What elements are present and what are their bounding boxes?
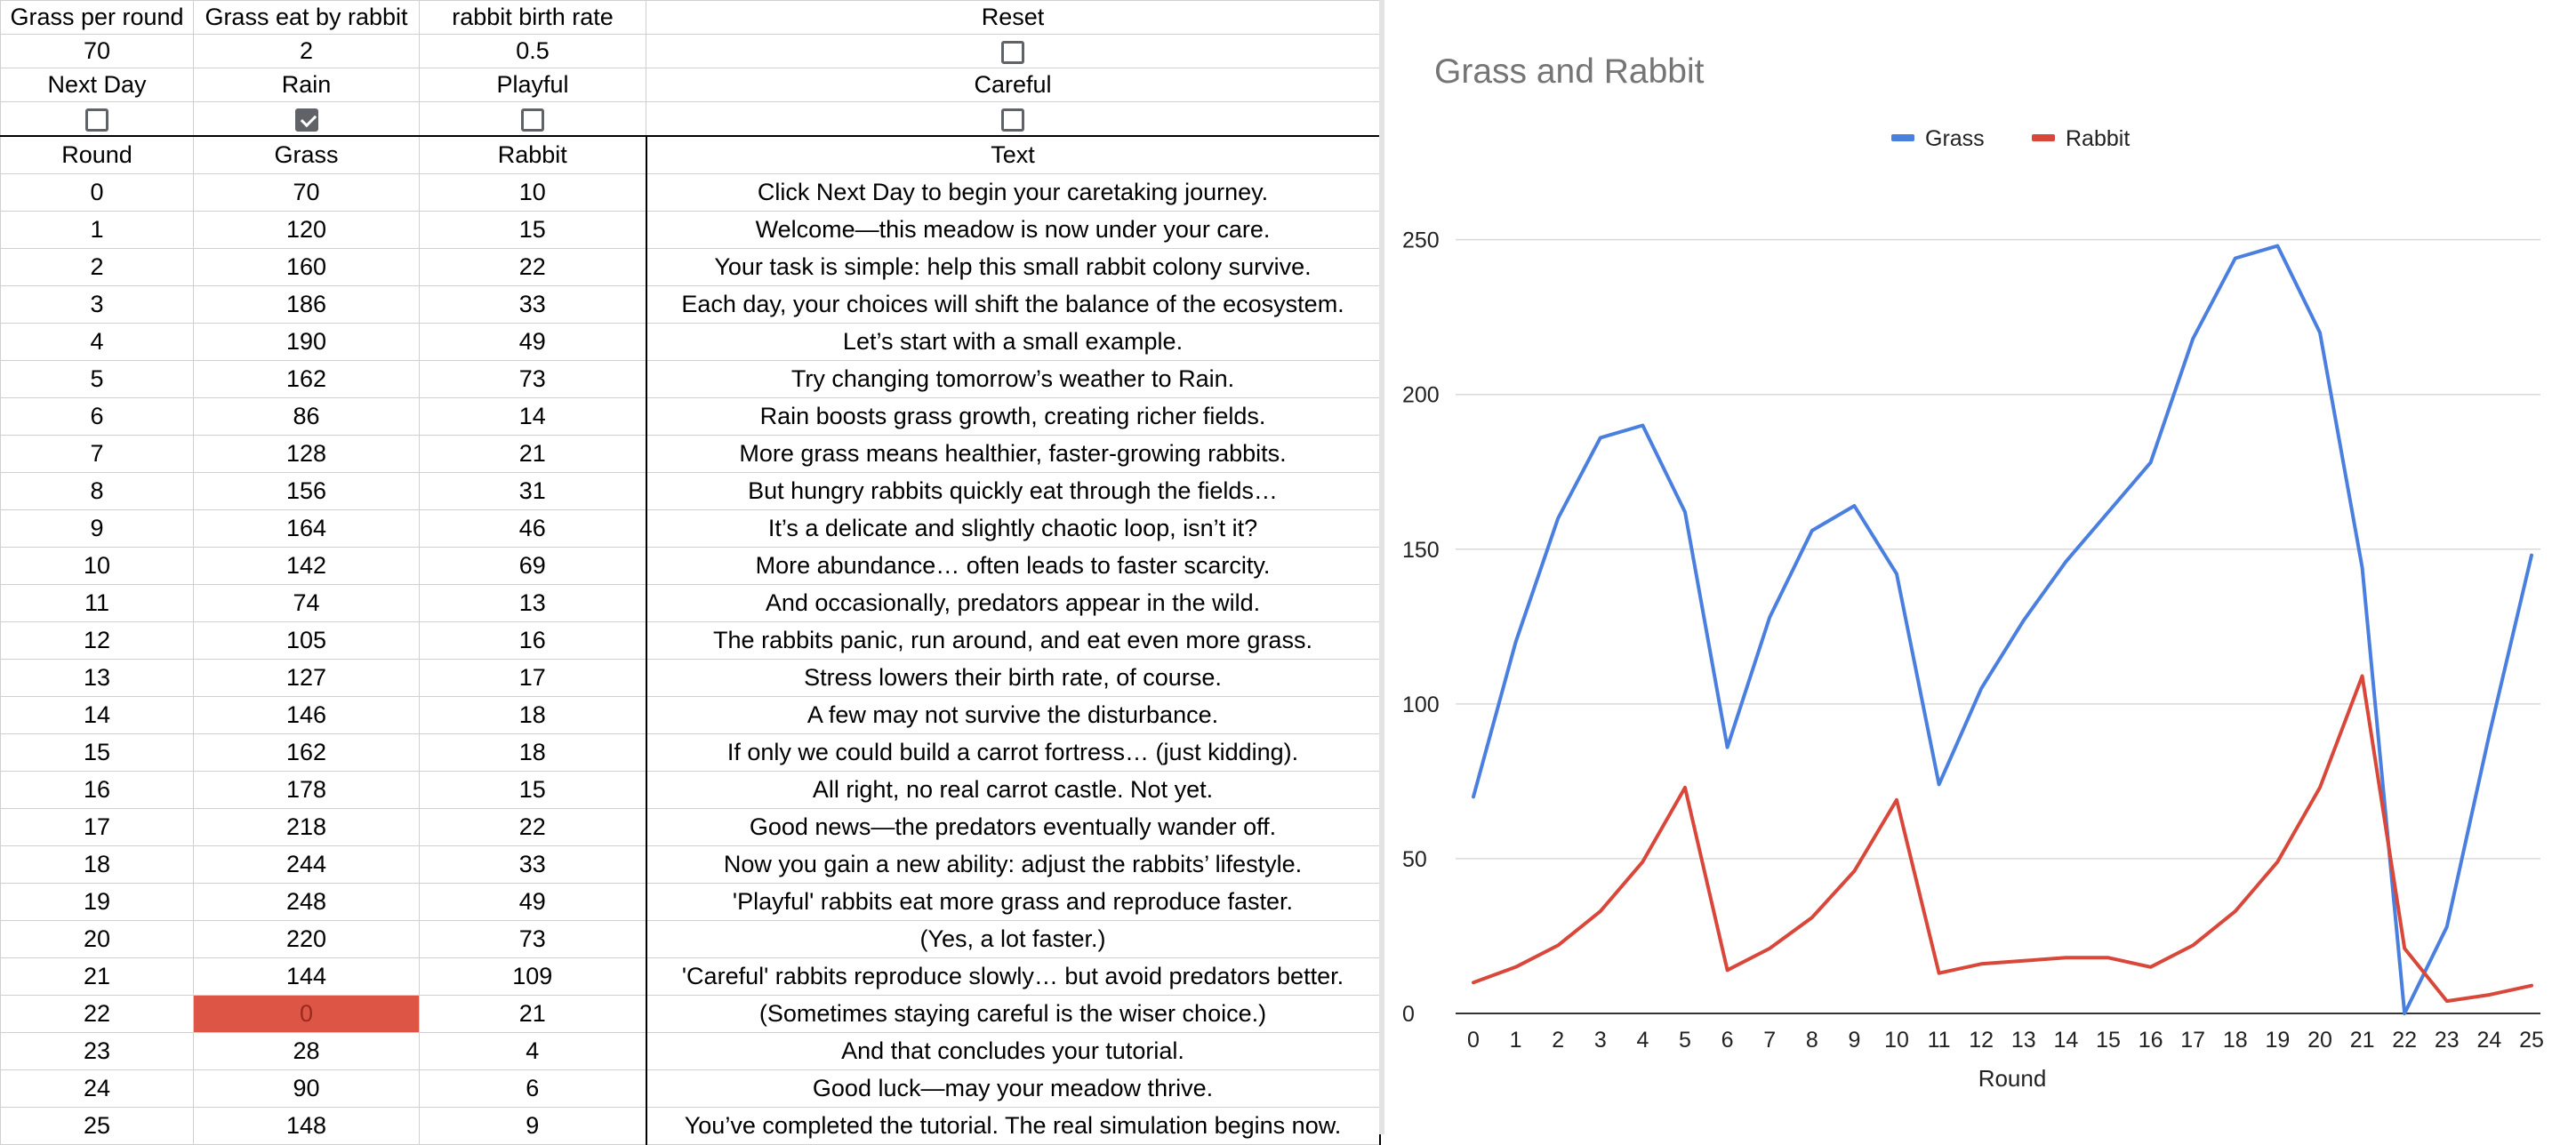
grass-cell[interactable]: 162 xyxy=(194,734,420,772)
table-row xyxy=(1,585,1380,622)
text-cell[interactable]: But hungry rabbits quickly eat through the fields… xyxy=(646,473,1380,510)
table-row xyxy=(1,212,1380,249)
grass-cell[interactable]: 190 xyxy=(194,324,420,361)
text-cell[interactable]: Let’s start with a small example. xyxy=(646,324,1380,361)
text-cell[interactable]: You’ve completed the tutorial. The real simulation begins now. xyxy=(646,1108,1380,1145)
grass-cell[interactable]: 148 xyxy=(194,1108,420,1145)
careful-cell[interactable] xyxy=(646,102,1380,137)
rabbit-cell[interactable]: 69 xyxy=(420,548,646,585)
x-tick-label: 0 xyxy=(1467,1028,1480,1053)
chart-title: Grass and Rabbit xyxy=(1434,52,1705,91)
table-row xyxy=(1,548,1380,585)
text-cell[interactable]: If only we could build a carrot fortress… (just kidding). xyxy=(646,734,1380,772)
x-axis-ticks xyxy=(1467,1028,2544,1053)
round-cell[interactable]: 13 xyxy=(1,660,194,697)
rabbit-cell[interactable]: 18 xyxy=(420,697,646,734)
x-axis-label: Round xyxy=(1978,1065,2047,1092)
table-row xyxy=(1,884,1380,921)
grass-cell[interactable]: 146 xyxy=(194,697,420,734)
y-tick-label: 200 xyxy=(1402,382,1440,408)
rabbit-cell[interactable]: 33 xyxy=(420,286,646,324)
table-row xyxy=(1,324,1380,361)
text-cell[interactable]: 'Careful' rabbits reproduce slowly… but avoid predators better. xyxy=(646,958,1380,996)
table-row xyxy=(1,436,1380,473)
x-tick-label: 25 xyxy=(2519,1028,2544,1053)
reset-cell[interactable] xyxy=(646,35,1380,68)
legend-entry-rabbit[interactable]: Rabbit xyxy=(2066,126,2131,151)
text-cell[interactable]: More abundance… often leads to faster scarcity. xyxy=(646,548,1380,585)
rabbit-cell[interactable]: 15 xyxy=(420,772,646,809)
table-row xyxy=(1,1108,1380,1145)
round-cell[interactable]: 23 xyxy=(1,1033,194,1070)
rabbit-cell[interactable]: 10 xyxy=(420,174,646,212)
text-cell[interactable]: A few may not survive the disturbance. xyxy=(646,697,1380,734)
table-row xyxy=(1,510,1380,548)
text-cell[interactable]: Welcome—this meadow is now under your care. xyxy=(646,212,1380,249)
text-cell[interactable]: (Yes, a lot faster.) xyxy=(646,921,1380,958)
x-tick-label: 5 xyxy=(1679,1028,1691,1053)
label-careful[interactable]: Careful xyxy=(646,68,1380,102)
text-cell[interactable]: Good news—the predators eventually wander off. xyxy=(646,809,1380,846)
label-next-day[interactable]: Next Day xyxy=(1,68,194,102)
rabbit-cell[interactable]: 13 xyxy=(420,585,646,622)
grass-cell[interactable]: 128 xyxy=(194,436,420,473)
round-cell[interactable]: 2 xyxy=(1,249,194,286)
table-row xyxy=(1,398,1380,436)
table-row xyxy=(1,697,1380,734)
x-tick-label: 15 xyxy=(2096,1028,2121,1053)
rabbit-cell[interactable]: 73 xyxy=(420,921,646,958)
round-cell[interactable]: 7 xyxy=(1,436,194,473)
rabbit-cell[interactable]: 31 xyxy=(420,473,646,510)
header-grass-eat-by-rabbit[interactable]: Grass eat by rabbit xyxy=(194,1,420,35)
rabbit-cell[interactable]: 22 xyxy=(420,249,646,286)
table-row xyxy=(1,286,1380,324)
grass-cell[interactable]: 220 xyxy=(194,921,420,958)
round-cell[interactable]: 16 xyxy=(1,772,194,809)
text-cell[interactable]: Try changing tomorrow’s weather to Rain. xyxy=(646,361,1380,398)
table-row xyxy=(1,846,1380,884)
value-rabbit-birth-rate[interactable]: 0.5 xyxy=(420,35,646,68)
column-header-grass[interactable]: Grass xyxy=(194,136,420,174)
y-tick-label: 100 xyxy=(1402,692,1440,717)
y-tick-label: 250 xyxy=(1402,228,1440,253)
x-tick-label: 18 xyxy=(2222,1028,2248,1053)
rabbit-cell[interactable]: 33 xyxy=(420,846,646,884)
round-cell[interactable]: 15 xyxy=(1,734,194,772)
x-tick-label: 1 xyxy=(1509,1028,1522,1053)
round-cell[interactable]: 8 xyxy=(1,473,194,510)
grass-cell[interactable]: 186 xyxy=(194,286,420,324)
rabbit-cell[interactable]: 16 xyxy=(420,622,646,660)
table-row xyxy=(1,958,1380,996)
round-cell[interactable]: 21 xyxy=(1,958,194,996)
table-row xyxy=(1,249,1380,286)
rabbit-cell[interactable]: 18 xyxy=(420,734,646,772)
table-row xyxy=(1,734,1380,772)
playful-checkbox[interactable] xyxy=(521,108,544,132)
x-tick-label: 22 xyxy=(2392,1028,2418,1053)
grass-cell[interactable]: 218 xyxy=(194,809,420,846)
x-tick-label: 4 xyxy=(1636,1028,1649,1053)
x-tick-label: 8 xyxy=(1805,1028,1818,1053)
round-cell[interactable]: 14 xyxy=(1,697,194,734)
table-row xyxy=(1,660,1380,697)
grass-cell[interactable]: 0 xyxy=(194,996,420,1033)
x-tick-label: 24 xyxy=(2476,1028,2502,1053)
chart-svg xyxy=(1384,0,2576,1134)
text-cell[interactable]: (Sometimes staying careful is the wiser choice.) xyxy=(646,996,1380,1033)
x-tick-label: 23 xyxy=(2434,1028,2460,1053)
table-row xyxy=(1,622,1380,660)
round-cell[interactable]: 3 xyxy=(1,286,194,324)
label-playful[interactable]: Playful xyxy=(420,68,646,102)
reset-checkbox[interactable] xyxy=(1001,41,1024,64)
grass-cell[interactable]: 178 xyxy=(194,772,420,809)
chart-series xyxy=(1473,246,2532,1013)
header-reset[interactable]: Reset xyxy=(646,1,1380,35)
chart-gridlines xyxy=(1456,240,2540,1013)
careful-checkbox[interactable] xyxy=(1001,108,1024,132)
grass-cell[interactable]: 86 xyxy=(194,398,420,436)
rabbit-cell[interactable]: 49 xyxy=(420,884,646,921)
chart-grass-and-rabbit[interactable] xyxy=(1384,0,2576,1134)
x-tick-label: 7 xyxy=(1763,1028,1777,1053)
x-tick-label: 14 xyxy=(2053,1028,2079,1053)
x-tick-label: 21 xyxy=(2349,1028,2375,1053)
grass-cell[interactable]: 28 xyxy=(194,1033,420,1070)
text-cell[interactable]: More grass means healthier, faster-growing rabbits. xyxy=(646,436,1380,473)
x-tick-label: 12 xyxy=(1969,1028,1994,1053)
text-cell[interactable]: Stress lowers their birth rate, of course. xyxy=(646,660,1380,697)
grass-cell[interactable]: 244 xyxy=(194,846,420,884)
text-cell[interactable]: 'Playful' rabbits eat more grass and reproduce faster. xyxy=(646,884,1380,921)
rain-cell[interactable] xyxy=(194,102,420,137)
grass-cell[interactable]: 160 xyxy=(194,249,420,286)
rabbit-cell[interactable]: 73 xyxy=(420,361,646,398)
next-day-cell[interactable] xyxy=(1,102,194,137)
column-header-rabbit[interactable]: Rabbit xyxy=(420,136,646,174)
text-cell[interactable]: Good luck—may your meadow thrive. xyxy=(646,1070,1380,1108)
table-row xyxy=(1,809,1380,846)
round-cell[interactable]: 0 xyxy=(1,174,194,212)
label-rain[interactable]: Rain xyxy=(194,68,420,102)
round-cell[interactable]: 22 xyxy=(1,996,194,1033)
table-row xyxy=(1,1033,1380,1070)
text-cell[interactable]: It’s a delicate and slightly chaotic loop, isn’t it? xyxy=(646,510,1380,548)
text-cell[interactable]: Rain boosts grass growth, creating richer fields. xyxy=(646,398,1380,436)
header-rabbit-birth-rate[interactable]: rabbit birth rate xyxy=(420,1,646,35)
y-tick-label: 150 xyxy=(1402,537,1440,563)
grass-cell[interactable]: 127 xyxy=(194,660,420,697)
legend-swatch-grass xyxy=(1891,134,1914,141)
rabbit-cell[interactable]: 109 xyxy=(420,958,646,996)
round-cell[interactable]: 1 xyxy=(1,212,194,249)
x-tick-label: 6 xyxy=(1721,1028,1734,1053)
round-cell[interactable]: 10 xyxy=(1,548,194,585)
series-line-rabbit[interactable] xyxy=(1473,677,2532,1002)
round-cell[interactable]: 17 xyxy=(1,809,194,846)
rabbit-cell[interactable]: 4 xyxy=(420,1033,646,1070)
x-tick-label: 17 xyxy=(2180,1028,2206,1053)
text-cell[interactable]: All right, no real carrot castle. Not yet. xyxy=(646,772,1380,809)
grass-cell[interactable]: 120 xyxy=(194,212,420,249)
text-cell[interactable]: And that concludes your tutorial. xyxy=(646,1033,1380,1070)
column-header-text[interactable]: Text xyxy=(646,136,1380,174)
text-cell[interactable]: Click Next Day to begin your caretaking journey. xyxy=(646,174,1380,212)
text-cell[interactable]: And occasionally, predators appear in the wild. xyxy=(646,585,1380,622)
legend-swatch-rabbit xyxy=(2032,134,2055,141)
value-grass-per-round[interactable]: 70 xyxy=(1,35,194,68)
text-cell[interactable]: Each day, your choices will shift the balance of the ecosystem. xyxy=(646,286,1380,324)
legend-entry-grass[interactable]: Grass xyxy=(1925,126,1985,151)
next-day-checkbox[interactable] xyxy=(85,108,108,132)
round-cell[interactable]: 25 xyxy=(1,1108,194,1145)
round-cell[interactable]: 20 xyxy=(1,921,194,958)
x-tick-label: 2 xyxy=(1552,1028,1565,1053)
rabbit-cell[interactable]: 22 xyxy=(420,809,646,846)
rabbit-cell[interactable]: 14 xyxy=(420,398,646,436)
y-axis-ticks xyxy=(1402,228,1440,1027)
grass-cell[interactable]: 144 xyxy=(194,958,420,996)
table-row xyxy=(1,174,1380,212)
x-tick-label: 9 xyxy=(1848,1028,1861,1053)
text-cell[interactable]: Your task is simple: help this small rabbit colony survive. xyxy=(646,249,1380,286)
rabbit-cell[interactable]: 21 xyxy=(420,436,646,473)
rabbit-cell[interactable]: 21 xyxy=(420,996,646,1033)
table-row xyxy=(1,1070,1380,1108)
x-tick-label: 19 xyxy=(2265,1028,2291,1053)
grass-cell[interactable]: 90 xyxy=(194,1070,420,1108)
rabbit-cell[interactable]: 9 xyxy=(420,1108,646,1145)
series-line-grass[interactable] xyxy=(1473,246,2532,1013)
rabbit-cell[interactable]: 46 xyxy=(420,510,646,548)
x-tick-label: 20 xyxy=(2307,1028,2332,1053)
grass-cell[interactable]: 105 xyxy=(194,622,420,660)
round-cell[interactable]: 19 xyxy=(1,884,194,921)
grass-cell[interactable]: 162 xyxy=(194,361,420,398)
grass-cell[interactable]: 142 xyxy=(194,548,420,585)
round-cell[interactable]: 18 xyxy=(1,846,194,884)
x-tick-label: 13 xyxy=(2010,1028,2036,1053)
grass-cell[interactable]: 70 xyxy=(194,174,420,212)
grass-cell[interactable]: 156 xyxy=(194,473,420,510)
round-cell[interactable]: 24 xyxy=(1,1070,194,1108)
round-cell[interactable]: 12 xyxy=(1,622,194,660)
rabbit-cell[interactable]: 15 xyxy=(420,212,646,249)
header-grass-per-round[interactable]: Grass per round xyxy=(1,1,194,35)
round-cell[interactable]: 6 xyxy=(1,398,194,436)
rabbit-cell[interactable]: 17 xyxy=(420,660,646,697)
value-grass-eat-by-rabbit[interactable]: 2 xyxy=(194,35,420,68)
round-cell[interactable]: 9 xyxy=(1,510,194,548)
grass-cell[interactable]: 74 xyxy=(194,585,420,622)
rabbit-cell[interactable]: 49 xyxy=(420,324,646,361)
playful-cell[interactable] xyxy=(420,102,646,137)
x-tick-label: 10 xyxy=(1884,1028,1909,1053)
table-row xyxy=(1,921,1380,958)
y-tick-label: 50 xyxy=(1402,846,1427,872)
text-cell[interactable]: The rabbits panic, run around, and eat even more grass. xyxy=(646,622,1380,660)
grass-cell[interactable]: 248 xyxy=(194,884,420,921)
x-tick-label: 16 xyxy=(2138,1028,2163,1053)
rabbit-cell[interactable]: 6 xyxy=(420,1070,646,1108)
grass-cell[interactable]: 164 xyxy=(194,510,420,548)
rain-checkbox[interactable] xyxy=(295,108,318,132)
table-row xyxy=(1,772,1380,809)
text-cell[interactable]: Now you gain a new ability: adjust the rabbits’ lifestyle. xyxy=(646,846,1380,884)
table-row xyxy=(1,996,1380,1033)
x-tick-label: 3 xyxy=(1593,1028,1607,1053)
round-cell[interactable]: 11 xyxy=(1,585,194,622)
chart-legend xyxy=(1891,126,2130,151)
column-header-round[interactable]: Round xyxy=(1,136,194,174)
round-cell[interactable]: 4 xyxy=(1,324,194,361)
x-tick-label: 11 xyxy=(1927,1028,1951,1053)
round-cell[interactable]: 5 xyxy=(1,361,194,398)
table-row xyxy=(1,361,1380,398)
table-row xyxy=(1,473,1380,510)
y-tick-label: 0 xyxy=(1402,1002,1415,1027)
